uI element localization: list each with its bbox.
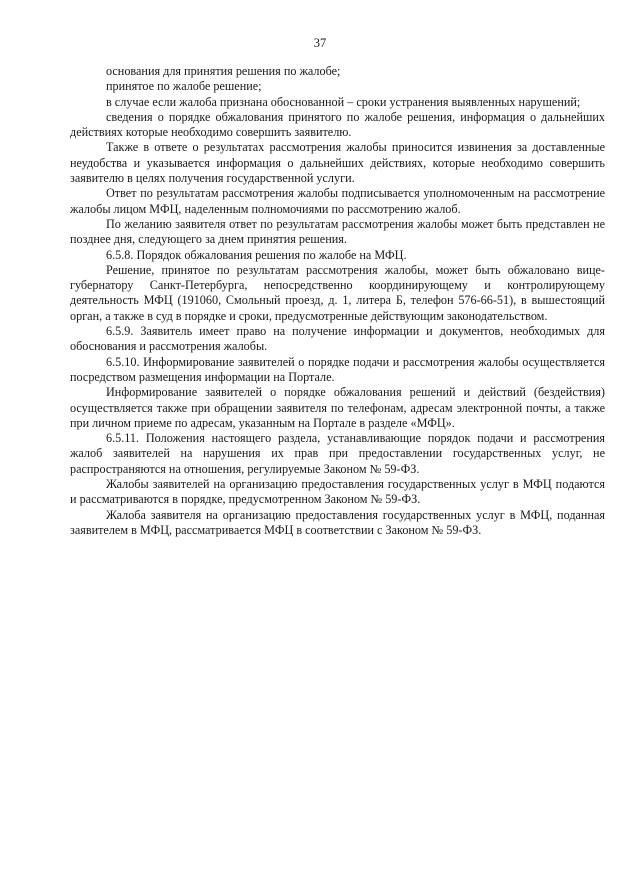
paragraph: 6.5.11. Положения настоящего раздела, устанавливающие порядок подачи и рассмотрения жалоб заявителей на нарушения их прав при предоставлении государственных услуг, не распространяются на отношения, регулируемые Законом № 59-ФЗ. [70, 431, 605, 476]
paragraph: По желанию заявителя ответ по результатам рассмотрения жалобы может быть представлен не позднее дня, следующего за днем принятия решения. [70, 216, 605, 247]
paragraph: Также в ответе о результатах рассмотрения жалобы приносится извинения за доставленные неудобства и указывается информация о дальнейших действиях, которые необходимо совершить заявителю в целях получения государственной услуги. [70, 140, 605, 186]
body-text [70, 64, 605, 538]
paragraph: Решение, принятое по результатам рассмотрения жалобы, может быть обжаловано вице-губернатору Санкт-Петербурга, непосредственно координирующему и контролирующему деятельность МФЦ (191060, Смольный проезд, д. 1, литера Б, телефон 576-66-51), в вышестоящий орган, а также в суд в порядке и сроки, предусмотренные действующим законодательством. [70, 262, 605, 323]
paragraph: основания для принятия решения по жалобе; [106, 64, 341, 78]
paragraph: 6.5.8. Порядок обжалования решения по жалобе на МФЦ. [106, 247, 407, 262]
paragraph: Жалоба заявителя на организацию предоставления государственных услуг в МФЦ, поданная заявителем в МФЦ, рассматривается МФЦ в соответствии с Законом № 59-ФЗ. [70, 507, 605, 537]
paragraph: 6.5.10. Информирование заявителей о порядке подачи и рассмотрения жалобы осуществляется посредством размещения информации на Портале. [70, 354, 605, 384]
page-number: 37 [313, 36, 327, 50]
paragraph: Ответ по результатам рассмотрения жалобы подписывается уполномоченным на рассмотрение жалобы лицом МФЦ, наделенным полномочиями по рассмотрению жалоб. [70, 186, 605, 216]
paragraph: в случае если жалоба признана обоснованной – сроки устранения выявленных нарушений; [106, 94, 581, 109]
paragraph: Жалобы заявителей на организацию предоставления государственных услуг в МФЦ подаются и рассматриваются в порядке, предусмотренном Законом № 59-ФЗ. [70, 477, 605, 507]
paragraph: принятое по жалобе решение; [106, 79, 262, 94]
paragraph: сведения о порядке обжалования принятого по жалобе решения, информация о дальнейших действиях которые необходимо совершить заявителю. [70, 109, 605, 140]
paragraph: Информирование заявителей о порядке обжалования решений и действий (бездействия) осуществляется также при обращении заявителя по телефонам, адресам электронной почты, а также при личном приеме по адресам, указанным на Портале в разделе «МФЦ». [70, 385, 605, 430]
paragraph: 6.5.9. Заявитель имеет право на получение информации и документов, необходимых для обоснования и рассмотрения жалобы. [70, 324, 605, 354]
